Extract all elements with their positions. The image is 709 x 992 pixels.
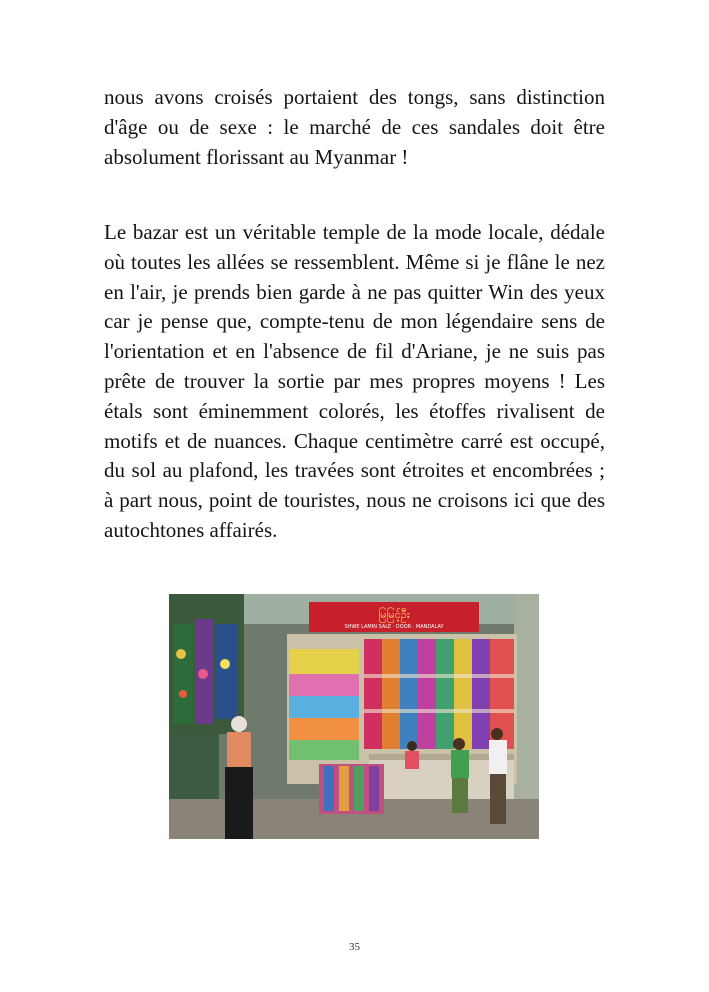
bazaar-photo [169, 594, 539, 839]
left-clothes-rack [169, 594, 244, 734]
shop-sign-script: မြမြင့်ဦး [378, 608, 410, 621]
center-rack [319, 764, 384, 814]
paragraph-2: Le bazar est un véritable temple de la mode locale, dédale où toutes les allées se ressemblent. Même si je flâne le nez en l'air, je prends bien garde à ne pas quitter Win des yeux car je pense que, compte-tenu de mon légendaire sens de l'orientation et en l'absence de fil d'Ariane, je ne suis pas prête de trouver la sortie par mes propres moyens ! Les étals sont éminemment colorés, les étoffes rivalisent de motifs et de nuances. Chaque centimètre carré est occupé, du sol au plafond, les travées sont étroites et encombrées ; à part nous, point de touristes, nous ne croisons ici que des autochtones affairés. [104, 220, 605, 542]
mannequin [225, 716, 253, 839]
paragraph-1: nous avons croisés portaient des tongs, sans distinction d'âge ou de sexe : le marché de ces sandales doit être absolument florissant au Myanmar ! [104, 85, 605, 169]
page-number: 35 [349, 941, 360, 953]
hat-shelves [289, 649, 359, 760]
shop-sign-subtitle: SHWE LAMIN SALE · DOOR · MANDALAY [344, 624, 444, 630]
shop-sign [309, 602, 479, 632]
